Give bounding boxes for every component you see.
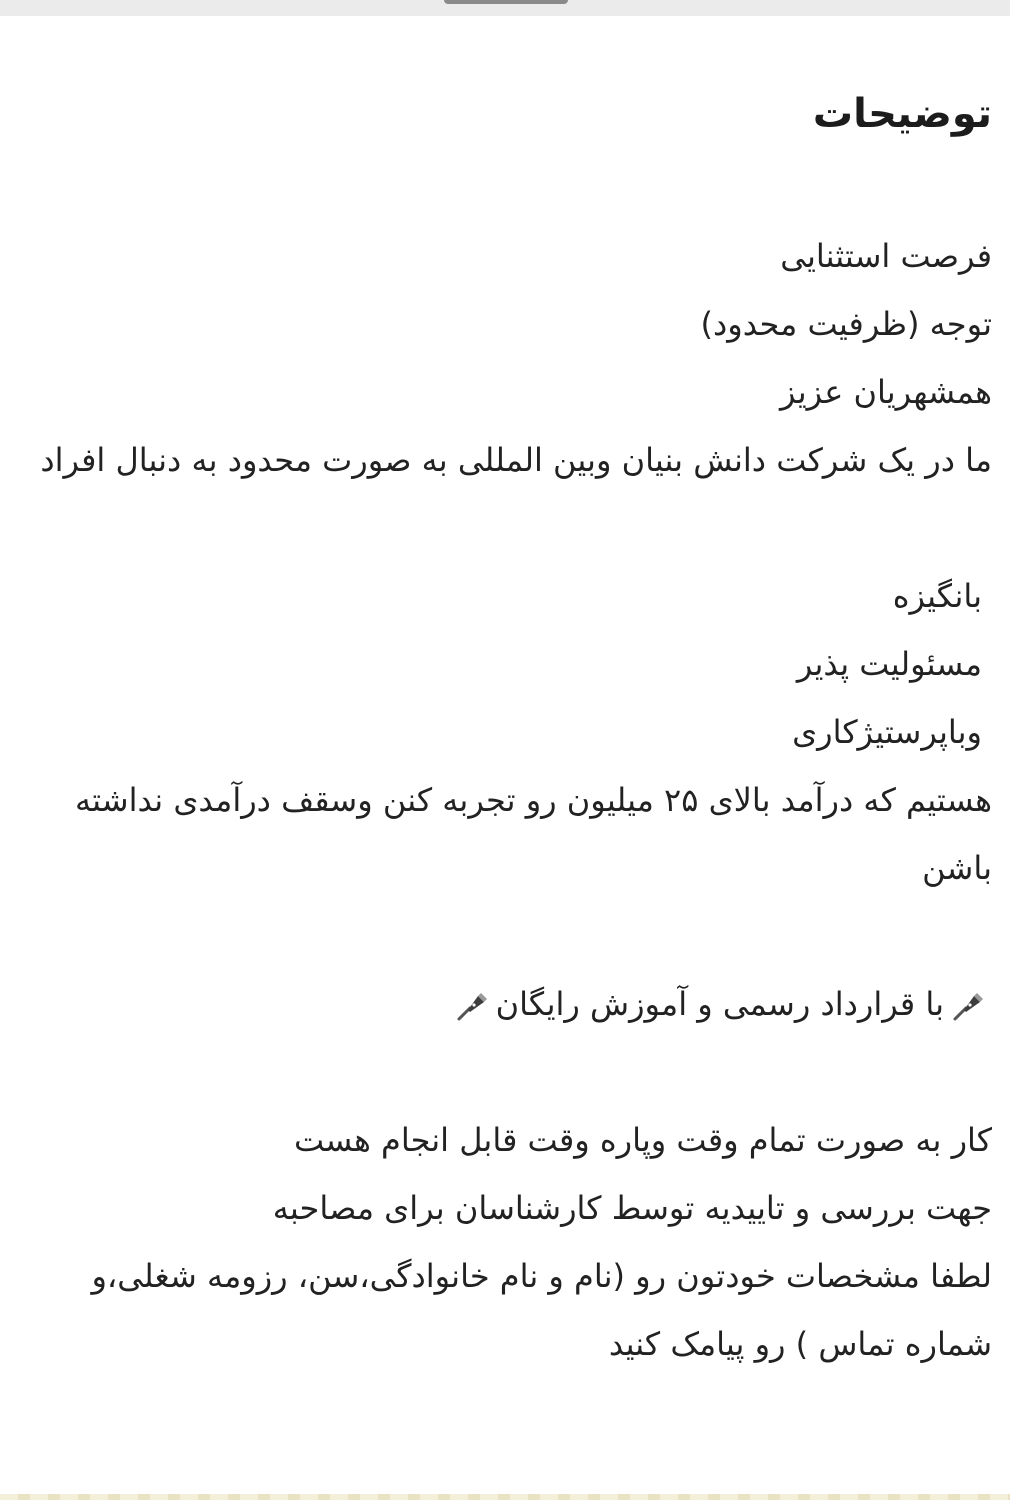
description-body xyxy=(12,222,992,1378)
sheet-top-bar xyxy=(0,0,1010,16)
blank-line xyxy=(12,494,992,562)
fountain-pen-icon xyxy=(454,988,490,1024)
blank-line xyxy=(12,1038,992,1106)
drag-handle[interactable] xyxy=(444,0,568,4)
description-line: توجه (ظرفیت محدود) xyxy=(700,305,992,343)
description-line: هستیم که درآمد بالای ۲۵ میلیون رو تجربه کنن وسقف درآمدی نداشته باشن xyxy=(74,781,992,887)
blank-line xyxy=(12,902,992,970)
description-line: مسئولیت پذیر xyxy=(796,645,982,683)
description-line: کار به صورت تمام وقت وپاره وقت قابل انجام هست xyxy=(293,1121,992,1159)
contract-text: با قرارداد رسمی و آموزش رایگان xyxy=(495,985,944,1023)
section-title: توضیحات xyxy=(812,91,992,137)
bottom-strip xyxy=(0,1494,1010,1500)
description-line: وباپرستیژکاری xyxy=(792,713,982,751)
description-line: لطفا مشخصات خودتون رو (نام و نام خانوادگی،سن، رزومه شغلی،و شماره تماس ) رو پیامک کنید xyxy=(91,1257,992,1363)
fountain-pen-icon xyxy=(950,988,986,1024)
description-line: همشهریان عزیز xyxy=(780,373,992,411)
description-line: ما در یک شرکت دانش بنیان وبین المللی به صورت محدود به دنبال افراد xyxy=(40,441,992,479)
description-section xyxy=(12,82,992,1378)
description-line: بانگیزه xyxy=(892,577,982,615)
description-line: فرصت استثنایی xyxy=(780,237,992,275)
description-line: جهت بررسی و تاییدیه توسط کارشناسان برای مصاحبه xyxy=(272,1189,992,1227)
contract-line xyxy=(12,970,992,1038)
